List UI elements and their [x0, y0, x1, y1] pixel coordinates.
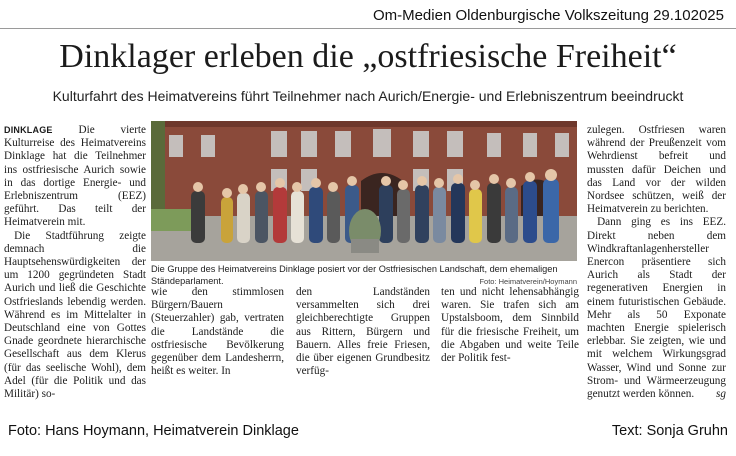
article-headline: Dinklager erleben die „ostfriesische Freiheit“	[59, 38, 677, 75]
dateline: DINKLAGE	[4, 125, 53, 135]
header-rule	[0, 28, 736, 29]
paragraph: zulegen. Ostfriesen waren während der Preußenzeit vom Wehrdienst befreit und mussten dafür Deichen und das Land vor der wilden Nordsee schützen, weiß der Heimatverein zu berichten.	[587, 124, 726, 216]
photo-attribution: Foto: Hans Hoymann, Heimatverein Dinklage	[8, 423, 299, 439]
article-column-2	[151, 286, 284, 386]
article-column-1	[4, 124, 146, 420]
paragraph	[587, 216, 726, 401]
article-subheadline: Kulturfahrt des Heimatvereins führt Teilnehmer nach Aurich/Energie- und Erlebniszentrum beeindruckt	[52, 88, 684, 104]
paragraph-text: Die vierte Kulturreise des Heimatvereins Dinklage hat die Teilnehmer ins ostfriesische Aurich sowie in das dortige Energie- und Erlebniszentrum (EEZ) geführt. Das teilt der Heimatverein mit.	[4, 124, 147, 229]
paragraph: den Landständen versammelten sich drei gleichberechtigte Gruppen aus Rittern, Bürgern und Bauern. Alles freie Friesen, die über eigenen Grundbesitz verfüg-	[296, 286, 430, 378]
article-column-3	[296, 286, 430, 386]
paragraph: wie den stimmlosen Bürgern/Bauern (Steuerzahler) gab, vertraten die Landstände die ostfriesische Bevölkerung gegenüber dem Landesherrn, heißt es weiter. In	[151, 286, 284, 378]
photo-illustration	[151, 121, 577, 261]
article-column-5	[587, 124, 726, 401]
text-attribution: Text: Sonja Gruhn	[611, 423, 728, 439]
photo-credit: Foto: Heimatverein/Hoymann	[479, 277, 577, 286]
group-photo	[151, 121, 577, 261]
author-signature: sg	[716, 388, 726, 401]
paragraph	[4, 124, 146, 230]
paragraph-text: Dann ging es ins EEZ. Direkt neben dem Windkraftanlagenhersteller Enercon präsentiere sich Aurich als Stadt der regenerativen Energien in einem futuristischen Gebäude. Mehr als 50 Exponate machten Energie spielerisch erlebbar. Sie zeigten, wie und mit welchem Wirkungsgrad Wasser, Wind und Sonne zur Strom- und Wärmeerzeugung genutzt werden können.	[587, 216, 726, 401]
article-column-4	[441, 286, 579, 386]
photo-caption: Die Gruppe des Heimatvereins Dinklage posiert vor der Ostfriesischen Landschaft, dem ehemaligen Ständeparlament.	[151, 264, 558, 286]
paragraph: ten und nicht lehensabhängig waren. Sie trafen sich am Upstalsboom, dem Sinnbild für die friesische Freiheit, um die Abgaben und weite Teile der Politik fest-	[441, 286, 579, 365]
paragraph: Die Stadtführung zeigte demnach die Hauptsehenswürdigkeiten der um 1200 gegründeten Stadt Aurich und ließ die Geschichte Ostfrieslands lebendig werden. Während es im Mittelalter in Deutschland eine von Gottes Gnade geordnete hierarchische Gesellschaft aus dem Klerus (für das seelische Wohl), dem Adel (für die Politik und das Militär) so-	[4, 229, 146, 401]
newspaper-source: Om-Medien Oldenburgische Volkszeitung 29.102025	[372, 7, 724, 24]
